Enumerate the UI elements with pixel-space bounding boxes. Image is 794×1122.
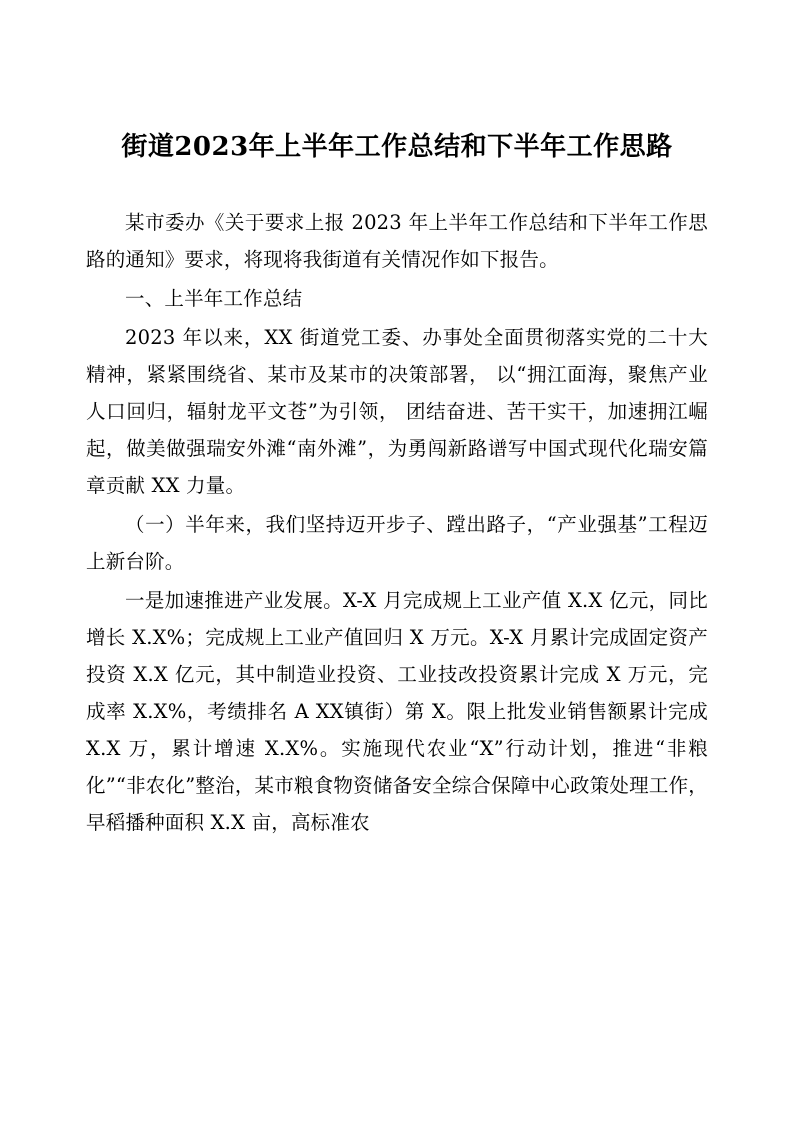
subsection-heading-one: （一）半年来，我们坚持迈开步子、蹚出路子，“产业强基”工程迈上新台阶。 xyxy=(86,513,708,573)
paragraph-subsection-one-body: 一是加速推进产业发展。X-X 月完成规上工业产值 X.X 亿元，同比增长 X.X%；完成规上工业产值回归 X 万元。X-X 月累计完成固定资产投资 X.X 亿元，其中制造业投资、工业技改投资累计完成 X 万元，完成率 X.X%，考绩排名 A XX镇街）第 X。限上批发业销售额累计完成 X.X 万，累计增速 X.X%。实施现代农业“X”行动计划，推进“非粮化”“非农化”整治，某市粮食物资储备安全综合保障中心政策处理工作，早稻播种面积 X.X 亩，高标准农 xyxy=(86,589,708,834)
paragraph-section-one-body: 2023 年以来，XX 街道党工委、办事处全面贯彻落实党的二十大精神，紧紧围绕省、某市及某市的决策部署， 以“拥江面海，聚焦产业人口回归，辐射龙平文苍”为引领， 团结奋进、苦干实干，加速拥江崛起，做美做强瑞安外滩“南外滩”，为勇闯新路谱写中国式现代化瑞安篇章贡献 XX 力量。 xyxy=(86,326,708,497)
paragraph-intro: 某市委办《关于要求上报 2023 年上半年工作总结和下半年工作思路的通知》要求，将现将我街道有关情况作如下报告。 xyxy=(86,211,708,271)
document-body xyxy=(86,204,708,841)
page-title: 街道2023年上半年工作总结和下半年工作思路 xyxy=(121,132,673,162)
section-heading-one: 一、上半年工作总结 xyxy=(125,287,303,310)
